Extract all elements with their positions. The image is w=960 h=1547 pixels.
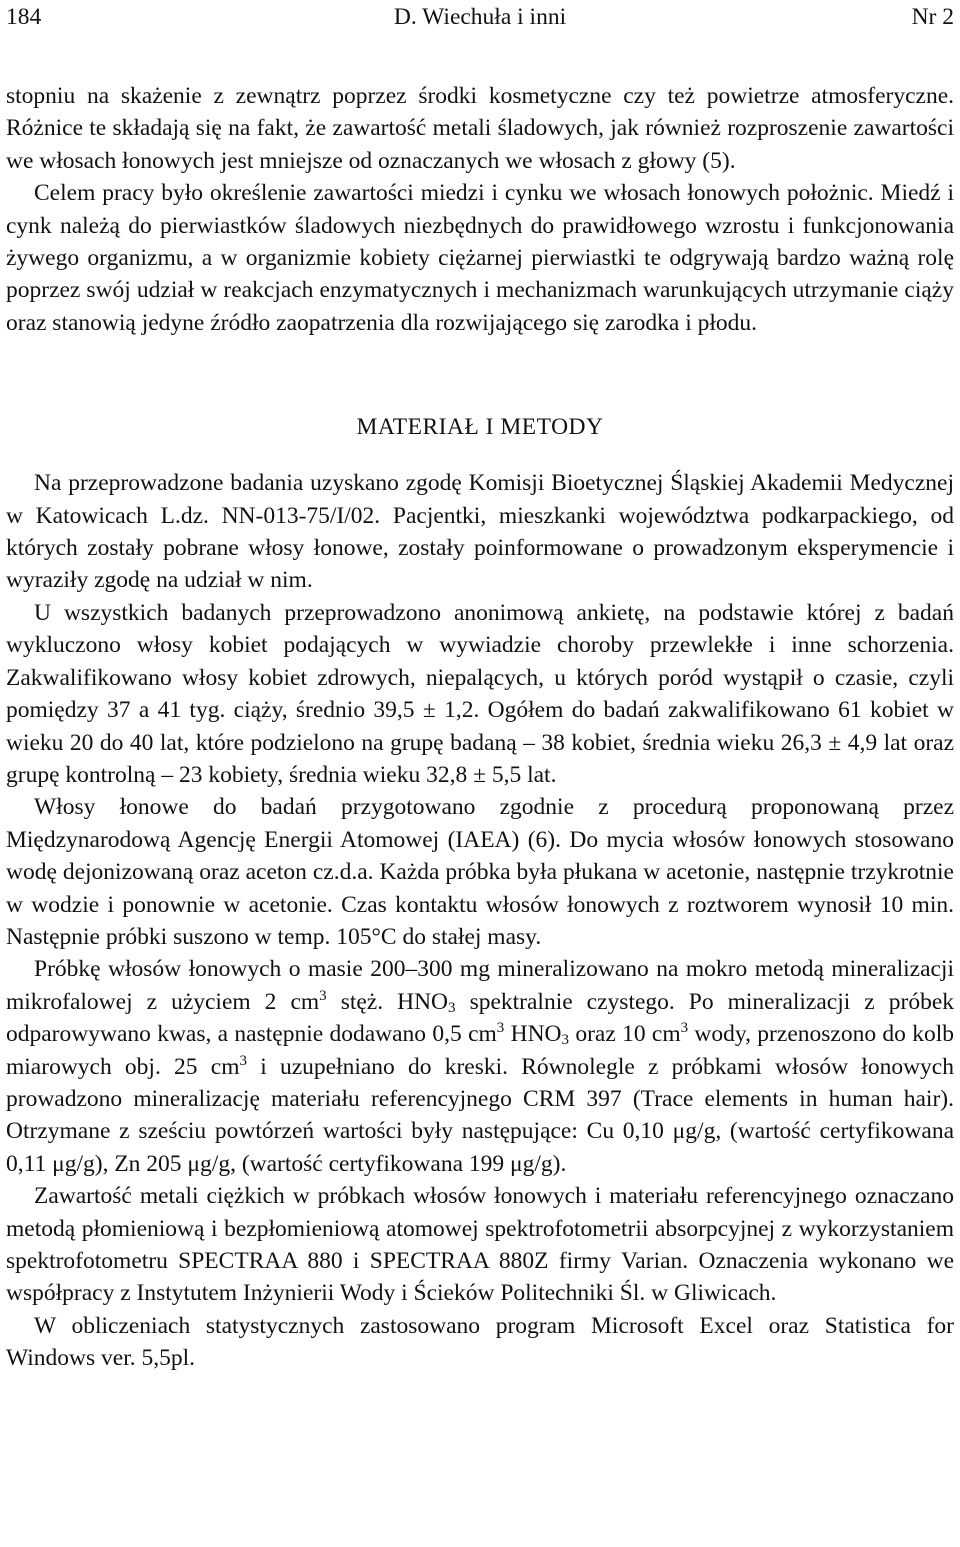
issue-number: Nr 2 [911, 4, 954, 30]
mineralization-text-7: i uzupełniano do kreski. Równolegle z próbkami włosów łonowych prowadzono mineralizację materiału referencyjnego CRM 397 (Trace elements in human hair). Otrzymane z sześciu powtórzeń wartości były następujące: Cu 0,10 μg/g, (wartość certyfikowana 0,11 μg/g), Zn 205 μg/g, (wartość certyfikowana 199 μg/g). [6, 1053, 954, 1177]
statistics-paragraph: W obliczeniach statystycznych zastosowano program Microsoft Excel oraz Statistica for Windows ver. 5,5pl. [6, 1312, 954, 1372]
running-header [6, 0, 954, 34]
mineralization-paragraph [6, 953, 954, 1180]
mineralization-text-5: oraz 10 cm [569, 1021, 681, 1048]
superscript: 3 [319, 987, 327, 1004]
page-number: 184 [6, 4, 42, 30]
mineralization-text-1: Próbkę włosów łonowych o masie 200–300 mg mineralizowano na mokro metodą mineralizacji mikrofalowej z użyciem 2 cm [6, 956, 954, 1015]
subscript: 3 [561, 1032, 570, 1049]
intro-continuation-paragraph: stopniu na skażenie z zewnątrz poprzez środki kosmetyczne czy też powietrze atmosferyczne. Różnice te składają się na fakt, że zawartość metali śladowych, jak również rozproszenie zawartości we włosach łonowych jest mniejsze od oznaczanych we włosach z głowy (5). [6, 83, 954, 174]
mineralization-text-2: stęż. HNO [326, 988, 449, 1015]
participants-paragraph: U wszystkich badanych przeprowadzono anonimową ankietę, na podstawie której z badań wykluczono włosy kobiet podających w wywiadzie choroby przewlekłe i inne schorzenia. Zakwalifikowano włosy kobiet zdrowych, niepalących, u których poród wystąpił o czasie, czyli pomiędzy 37 a 41 tyg. ciąży, średnio 39,5 ± 1,2. Ogółem do badań zakwalifikowano 61 kobiet w wieku 20 do 40 lat, które podzielono na grupę badaną – 38 kobiet, średnia wieku 26,3 ± 4,9 lat oraz grupę kontrolną – 23 kobiety, średnia wieku 32,8 ± 5,5 lat. [6, 599, 954, 788]
page [6, 0, 954, 1375]
mineralization-text-4: HNO [504, 1021, 562, 1048]
mineralization-text-6: wody, przenoszono do kolb miarowych obj. 25 cm [6, 1021, 954, 1080]
superscript: 3 [496, 1020, 505, 1037]
superscript: 3 [680, 1020, 689, 1037]
ethics-paragraph: Na przeprowadzone badania uzyskano zgodę Komisji Bioetycznej Śląskiej Akademii Medycznej w Katowicach L.dz. NN-013-75/I/02. Pacjentki, mieszkanki województwa podkarpackiego, od których zostały pobrane włosy łonowe, zostały poinformowane o prowadzonym eksperymencie i wyraziły zgodę na udział w nim. [6, 470, 954, 594]
running-title: D. Wiechuła i inni [393, 4, 567, 30]
aim-paragraph: Celem pracy było określenie zawartości miedzi i cynku we włosach łonowych położnic. Miedź i cynk należą do pierwiastków śladowych niezbędnych do prawidłowego wzrostu i funkcjonowania żywego organizmu, a w organizmie kobiety ciężarnej pierwiastki te odgrywają bardzo ważną rolę poprzez swój udział w reakcjach enzymatycznych i mechanizmach warunkujących utrzymanie ciąży oraz stanowią jedyne źródło zaopatrzenia dla rozwijającego się zarodka i płodu. [6, 180, 954, 336]
mineralization-text-3: spektralnie czystego. Po mineralizacji z próbek odparowywano kwas, a następnie dodawano 0,5 cm [6, 988, 955, 1048]
spectrometry-paragraph: Zawartość metali ciężkich w próbkach włosów łonowych i materiału referencyjnego oznaczano metodą płomieniową i bezpłomieniową atomowej spektrofotometrii absorpcyjnej z wykorzystaniem spektrofotometru SPECTRAA 880 i SPECTRAA 880Z firmy Varian. Oznaczenia wykonano we współpracy z Instytutem Inżynierii Wody i Ścieków Politechniki Śl. w Gliwicach. [6, 1183, 954, 1307]
preparation-paragraph: Włosy łonowe do badań przygotowano zgodnie z procedurą proponowaną przez Międzynarodową Agencję Energii Atomowej (IAEA) (6). Do mycia włosów łonowych stosowano wodę dejonizowaną oraz aceton cz.d.a. Każda próbka była płukana w acetonie, następnie trzykrotnie w wodzie i ponownie w acetonie. Czas kontaktu włosów łonowych z roztworem wynosił 10 min. Następnie próbki suszono w temp. 105°C do stałej masy. [6, 794, 954, 950]
superscript: 3 [239, 1052, 247, 1069]
section-heading: MATERIAŁ I METODY [356, 414, 604, 441]
methods-heading-block [6, 411, 954, 443]
subscript: 3 [448, 999, 456, 1016]
